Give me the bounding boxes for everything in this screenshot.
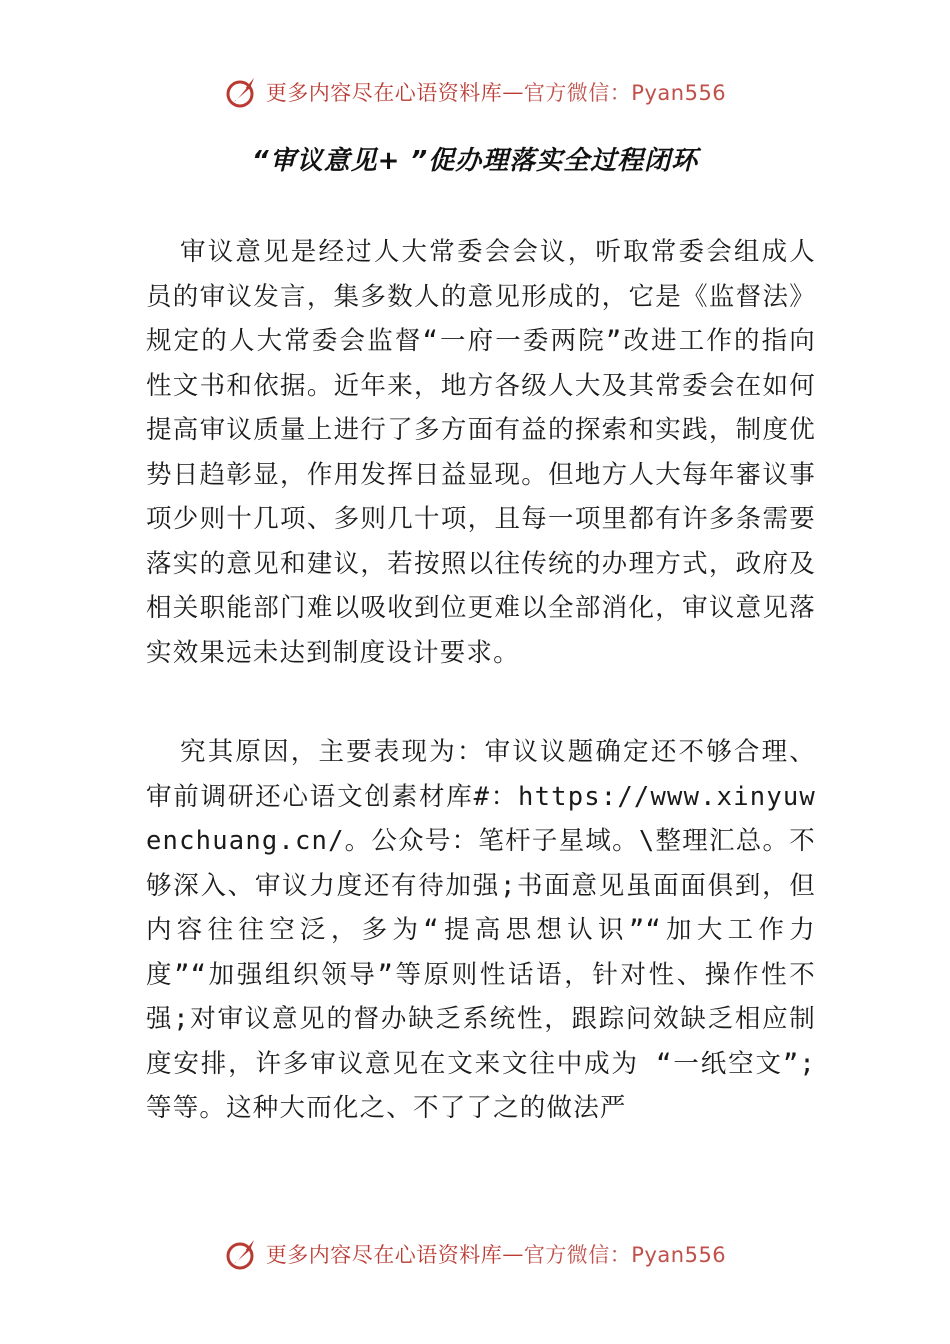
paragraph-1-container [146, 230, 816, 675]
paragraph-2-container [146, 730, 816, 1131]
banner-wechat-text: 官方微信：Pyan556 [523, 81, 727, 105]
quill-pen-logo-icon [224, 1236, 260, 1272]
footer-banner [0, 1234, 950, 1274]
header-banner [0, 72, 950, 112]
banner-main-text: 更多内容尽在心语资料库 [265, 81, 503, 105]
document-title: “审议意见+ ”促办理落实全过程闭环 [251, 146, 699, 176]
banner-dash: — [502, 1242, 524, 1266]
paragraph-1: 审议意见是经过人大常委会会议，听取常委会组成人员的审议发言，集多数人的意见形成的，它是《监督法》规定的人大常委会监督“一府一委两院”改进工作的指向性文书和依据。近年来，地方各级人大及其常委会在如何提高审议质量上进行了多方面有益的探索和实践，制度优势日趋彰显，作用发挥日益显现。但地方人大每年審议事项少则十几项、多则几十项，且每一项里都有许多条需要落实的意见和建议，若按照以往传统的办理方式，政府及相关职能部门难以吸收到位更难以全部消化，审议意见落实效果远未达到制度设计要求。 [146, 237, 816, 668]
banner-dash: — [502, 80, 524, 104]
banner-wechat-text: 官方微信：Pyan556 [523, 1243, 727, 1267]
paragraph-2: 究其原因，主要表现为：审议议题确定还不够合理、审前调研还心语文创素材库#：https://www.xinyuwenchuang.cn/。公众号：笔杆子星域。\整理汇总。不够深入、审议力度还有待加强;书面意见虽面面俱到，但内容往往空泛，多为“提高思想认识”“加大工作力度”“加强组织领导”等原则性话语，针对性、操作性不强;对审议意见的督办缺乏系统性，跟踪问效缺乏相应制度安排，许多审议意见在文来文往中成为 “一纸空文”;等等。这种大而化之、不了了之的做法严 [146, 737, 816, 1123]
quill-pen-logo-icon [224, 74, 260, 110]
banner-main-text: 更多内容尽在心语资料库 [265, 1243, 503, 1267]
